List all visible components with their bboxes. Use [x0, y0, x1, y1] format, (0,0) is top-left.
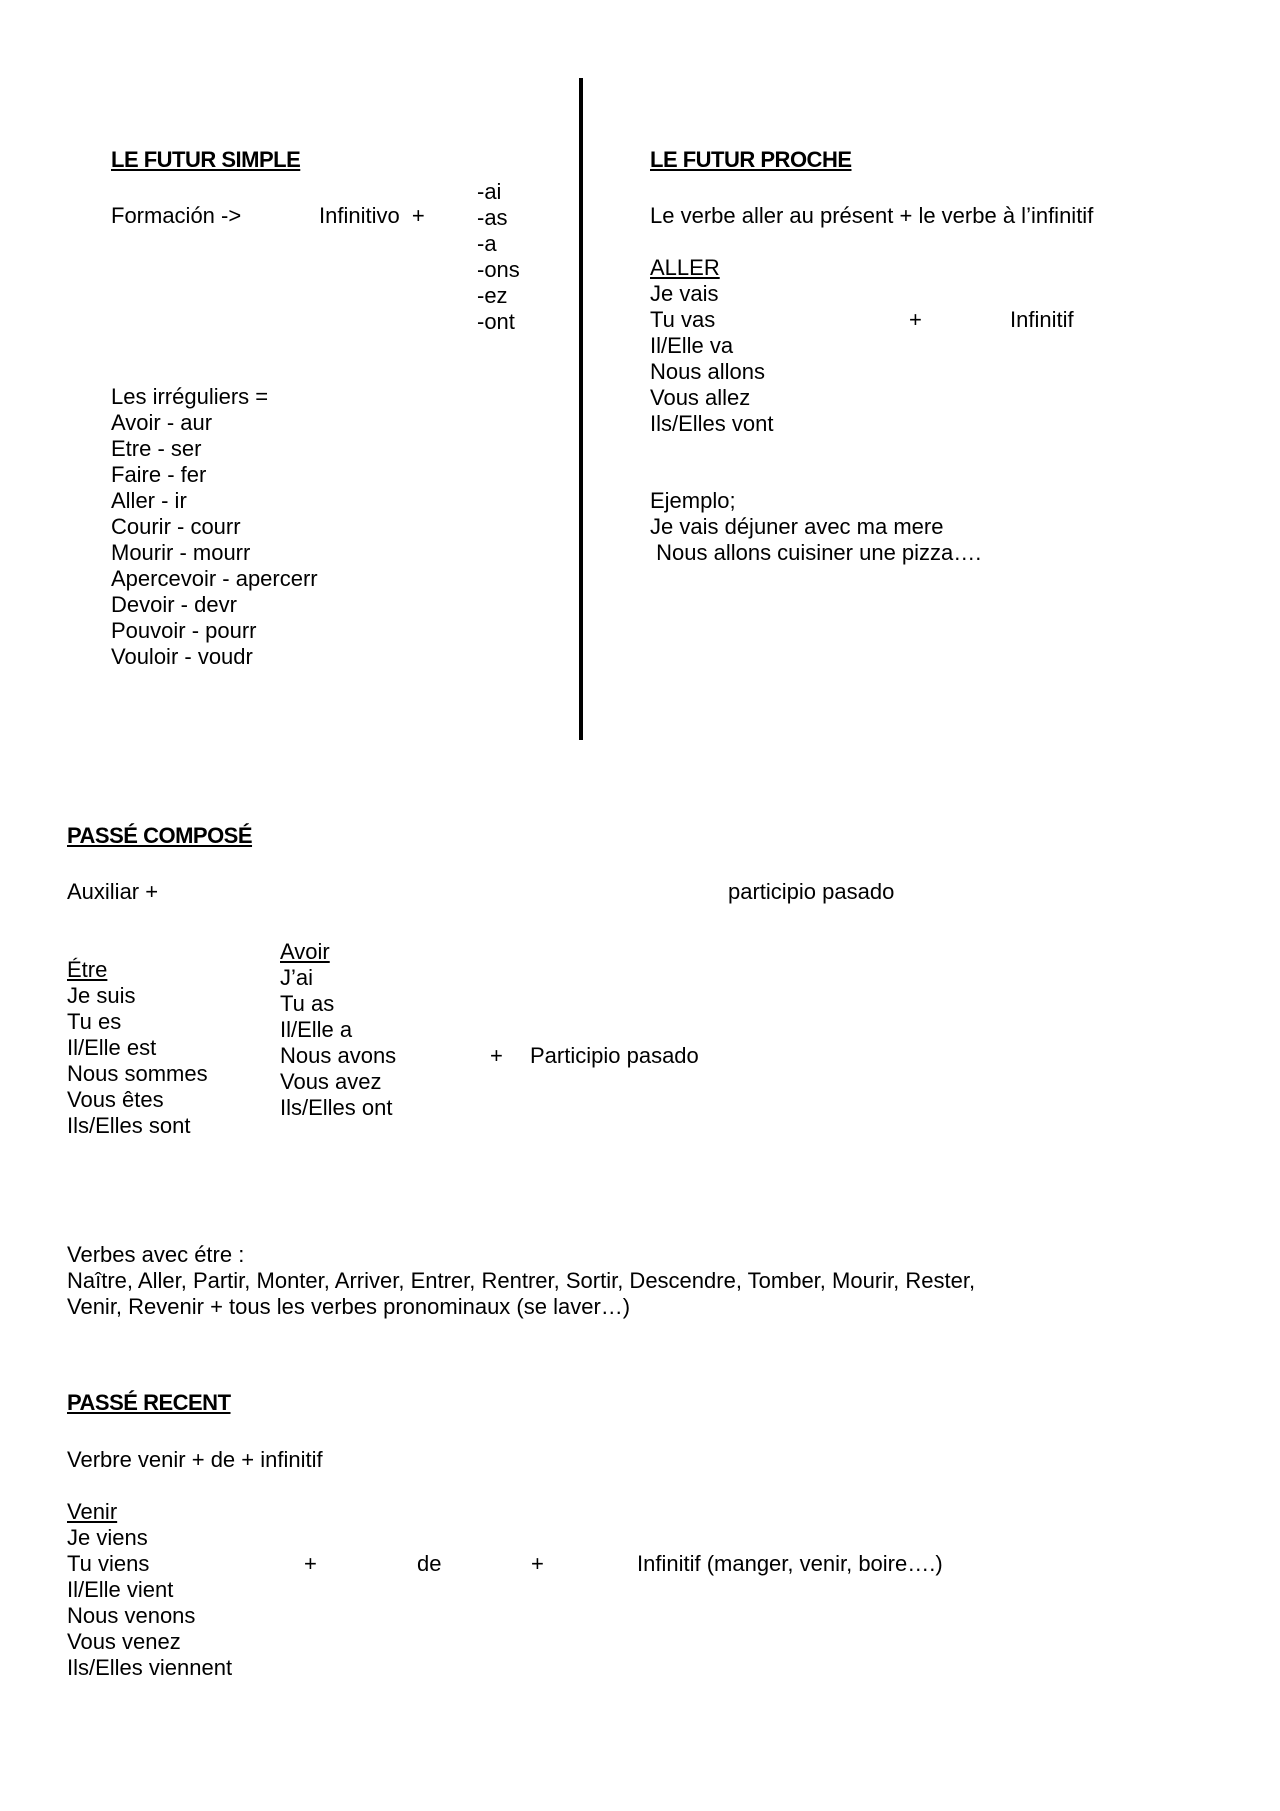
verbes-line: Venir, Revenir + tous les verbes pronominaux (se laver…)	[67, 1294, 631, 1319]
passe-recent-rule: Verbre venir + de + infinitif	[67, 1447, 323, 1472]
conjugation-item: Il/Elle est	[67, 1035, 157, 1060]
ending: -ez	[477, 283, 508, 308]
conjugation-item: Il/Elle vient	[67, 1577, 174, 1602]
venir-conjugation	[67, 1525, 232, 1681]
column-divider	[579, 78, 583, 740]
passe-compose-plus: +	[490, 1043, 503, 1068]
conjugation-item: Nous venons	[67, 1603, 196, 1628]
irregulars-title: Les irréguliers =	[111, 384, 269, 409]
irregular-item: Pouvoir - pourr	[111, 618, 257, 643]
futur-proche-title: LE FUTUR PROCHE	[650, 147, 852, 172]
verbes-line: Naître, Aller, Partir, Monter, Arriver, Entrer, Rentrer, Sortir, Descendre, Tomber, Mourir, Rester,	[67, 1268, 976, 1293]
irregulars-list	[111, 410, 318, 670]
ending: -a	[477, 231, 497, 256]
conjugation-item: Je viens	[67, 1525, 148, 1550]
conjugation-item: Ils/Elles viennent	[67, 1655, 233, 1680]
irregular-item: Courir - courr	[111, 514, 241, 539]
conjugation-item: Vous avez	[280, 1069, 382, 1094]
conjugation-item: Tu viens	[67, 1551, 150, 1576]
futur-endings-list	[477, 179, 520, 335]
conjugation-item: J’ai	[280, 965, 314, 990]
ending: -ont	[477, 309, 515, 334]
conjugation-item: Tu es	[67, 1009, 122, 1034]
auxiliar-label: Auxiliar +	[67, 879, 159, 904]
irregular-item: Devoir - devr	[111, 592, 237, 617]
irregular-item: Aller - ir	[111, 488, 187, 513]
passe-recent-infinitif: Infinitif (manger, venir, boire….)	[637, 1551, 943, 1576]
participio-label: participio pasado	[728, 879, 895, 904]
passe-recent-title: PASSÉ RECENT	[67, 1390, 231, 1415]
futur-proche-infinitif: Infinitif	[1010, 307, 1074, 332]
passe-compose-title: PASSÉ COMPOSÉ	[67, 823, 253, 848]
avoir-conjugation	[280, 965, 396, 1121]
ending: -as	[477, 205, 508, 230]
conjugation-item: Nous allons	[650, 359, 765, 384]
ending: -ons	[477, 257, 520, 282]
conjugation-item: Ils/Elles sont	[67, 1113, 191, 1138]
conjugation-item: Vous venez	[67, 1629, 181, 1654]
conjugation-item: Il/Elle va	[650, 333, 734, 358]
futur-simple-title: LE FUTUR SIMPLE	[111, 147, 301, 172]
etre-conjugation	[67, 983, 208, 1139]
irregular-item: Faire - fer	[111, 462, 207, 487]
conjugation-item: Tu as	[280, 991, 335, 1016]
avoir-title: Avoir	[280, 939, 330, 964]
conjugation-item: Je vais	[650, 281, 719, 306]
irregular-item: Mourir - mourr	[111, 540, 251, 565]
passe-recent-plus: +	[304, 1551, 317, 1576]
venir-title: Venir	[67, 1499, 118, 1524]
passe-recent-de: de	[417, 1551, 442, 1576]
example-line: Nous allons cuisiner une pizza….	[650, 540, 982, 565]
verbes-title: Verbes avec étre :	[67, 1242, 245, 1267]
formation-label: Formación ->	[111, 203, 242, 228]
ending: -ai	[477, 179, 502, 204]
participio-pasado: Participio pasado	[530, 1043, 699, 1068]
conjugation-item: Vous êtes	[67, 1087, 164, 1112]
irregular-item: Etre - ser	[111, 436, 202, 461]
example-title: Ejemplo;	[650, 488, 736, 513]
irregular-item: Vouloir - voudr	[111, 644, 253, 669]
conjugation-item: Il/Elle a	[280, 1017, 353, 1042]
futur-proche-rule: Le verbe aller au présent + le verbe à l’infinitif	[650, 203, 1094, 228]
conjugation-item: Ils/Elles vont	[650, 411, 774, 436]
conjugation-item: Nous avons	[280, 1043, 397, 1068]
passe-recent-plus: +	[531, 1551, 544, 1576]
conjugation-item: Je suis	[67, 983, 136, 1008]
conjugation-item: Tu vas	[650, 307, 716, 332]
example-line: Je vais déjuner avec ma mere	[650, 514, 944, 539]
aller-conjugation	[650, 281, 774, 437]
infinitivo-label: Infinitivo +	[319, 203, 425, 228]
irregular-item: Apercevoir - apercerr	[111, 566, 318, 591]
etre-title: Étre	[67, 957, 108, 982]
conjugation-item: Vous allez	[650, 385, 751, 410]
futur-proche-plus: +	[909, 307, 922, 332]
irregular-item: Avoir - aur	[111, 410, 213, 435]
conjugation-item: Nous sommes	[67, 1061, 208, 1086]
conjugation-item: Ils/Elles ont	[280, 1095, 393, 1120]
aller-title: ALLER	[650, 255, 720, 280]
